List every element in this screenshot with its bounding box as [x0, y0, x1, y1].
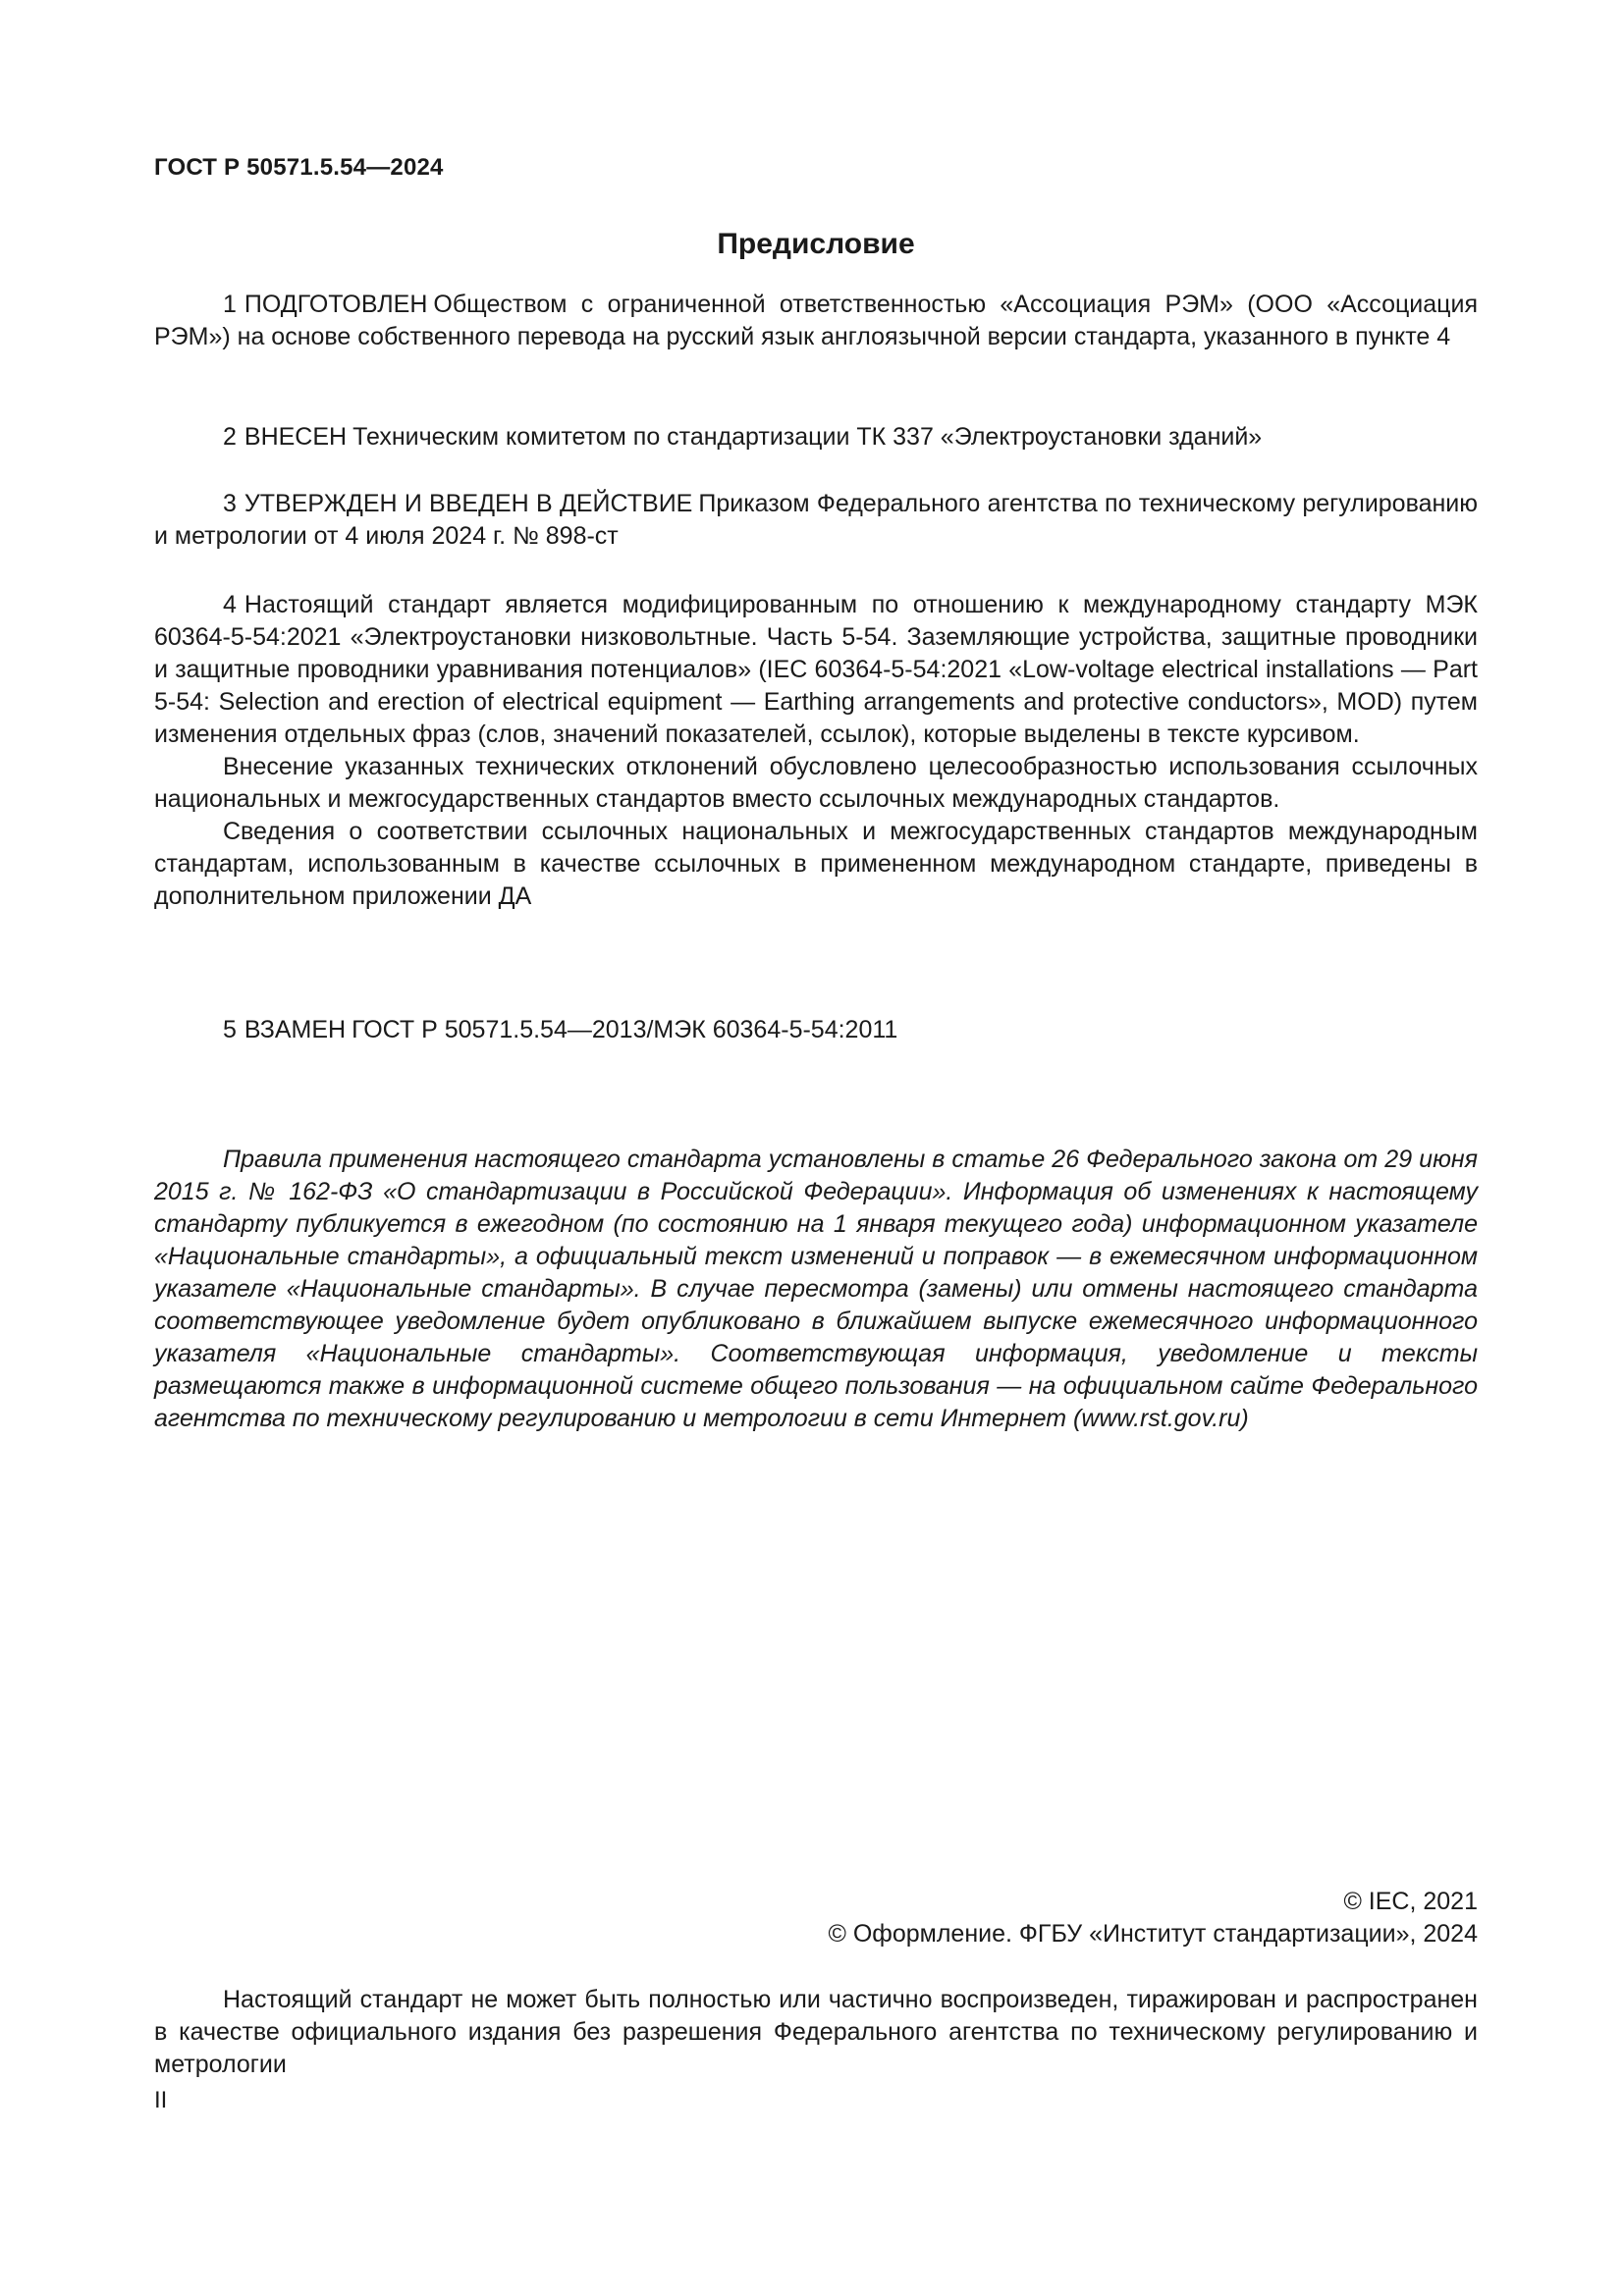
reproduction-notice: [154, 1984, 1478, 2081]
item-text: Настоящий стандарт является модифицированным по отношению к международному стандарту МЭК 60364-5-54:2021 «Электроустановки низковольтные. Часть 5-54. Заземляющие устройства, защитные проводники и защитные проводники уравнивания потенциалов» (IEC 60364-5-54:2021 «Low-voltage electrical installations — Part 5-54: Selection and erection of electrical equipment — Earthing arrangements and protective conductors», MOD) путем изменения отдельных фраз (слов, значений показателей, ссылок), которые выделены в тексте курсивом.: [154, 591, 1478, 748]
item-text: Обществом с ограниченной ответственностью «Ассоциация РЭМ» (ООО «Ассоциация РЭМ») на основе собственного перевода на русский язык англоязычной версии стандарта, указанного в пункте 4: [154, 291, 1478, 350]
item-heading: УТВЕРЖДЕН И ВВЕДЕН В ДЕЙСТВИЕ: [244, 490, 693, 517]
item-number: 4: [223, 591, 237, 618]
item-text: Приказом Федерального агентства по техническому регулированию и метрологии от 4 июля 2024 г. № 898-ст: [154, 490, 1479, 550]
reproduction-notice-text: Настоящий стандарт не может быть полностью или частично воспроизведен, тиражирован и распространен в качестве официального издания без разрешения Федерального агентства по техническому регулированию и метрологии: [154, 1986, 1478, 2078]
rules-notice: [154, 1144, 1478, 1435]
item-number: 3: [223, 490, 237, 517]
item-text: Техническим комитетом по стандартизации ТК 337 «Электроустановки зданий»: [352, 423, 1263, 451]
preface-item-2: [154, 421, 1478, 454]
item-heading: ПОДГОТОВЛЕН: [244, 291, 428, 318]
page-number: II: [154, 2087, 168, 2113]
item-number: 5: [223, 1016, 237, 1043]
item-heading: ВНЕСЕН: [244, 423, 348, 451]
page-title: Предисловие: [717, 228, 915, 260]
preface-item-4: [154, 589, 1478, 913]
document-code-header: ГОСТ Р 50571.5.54—2024: [154, 154, 444, 181]
copyright-block: [154, 1886, 1478, 1950]
preface-item-5: [154, 1014, 1478, 1046]
preface-item-3: [154, 488, 1478, 553]
item-heading: ВЗАМЕН: [244, 1016, 347, 1043]
item-paragraph: Сведения о соответствии ссылочных национальных и межгосударственных стандартов международным стандартам, использованным в качестве ссылочных в примененном международном стандарте, приведены в дополнительном приложении ДА: [154, 818, 1478, 910]
copyright-design: © Оформление. ФГБУ «Институт стандартизации», 2024: [828, 1920, 1478, 1948]
item-number: 1: [223, 291, 237, 318]
rules-notice-text: Правила применения настоящего стандарта установлены в статье 26 Федерального закона от 29 июня 2015 г. № 162-ФЗ «О стандартизации в Российской Федерации». Информация об изменениях к настоящему стандарту публикуется в ежегодном (по состоянию на 1 января текущего года) информационном указателе «Национальные стандарты», а официальный текст изменений и поправок — в ежемесячном информационном указателе «Национальные стандарты». В случае пересмотра (замены) или отмены настоящего стандарта соответствующее уведомление будет опубликовано в ближайшем выпуске ежемесячного информационного указателя «Национальные стандарты». Соответствующая информация, уведомление и тексты размещаются также в информационной системе общего пользования — на официальном сайте Федерального агентства по техническому регулированию и метрологии в сети Интернет (www.rst.gov.ru): [154, 1146, 1478, 1432]
item-paragraph: Внесение указанных технических отклонений обусловлено целесообразностью использования ссылочных национальных и межгосударственных стандартов вместо ссылочных международных стандартов.: [154, 753, 1478, 813]
item-number: 2: [223, 423, 237, 451]
preface-item-1: [154, 289, 1478, 353]
copyright-iec: © IEC, 2021: [1343, 1888, 1478, 1915]
item-text: ГОСТ Р 50571.5.54—2013/МЭК 60364-5-54:2011: [352, 1016, 898, 1043]
